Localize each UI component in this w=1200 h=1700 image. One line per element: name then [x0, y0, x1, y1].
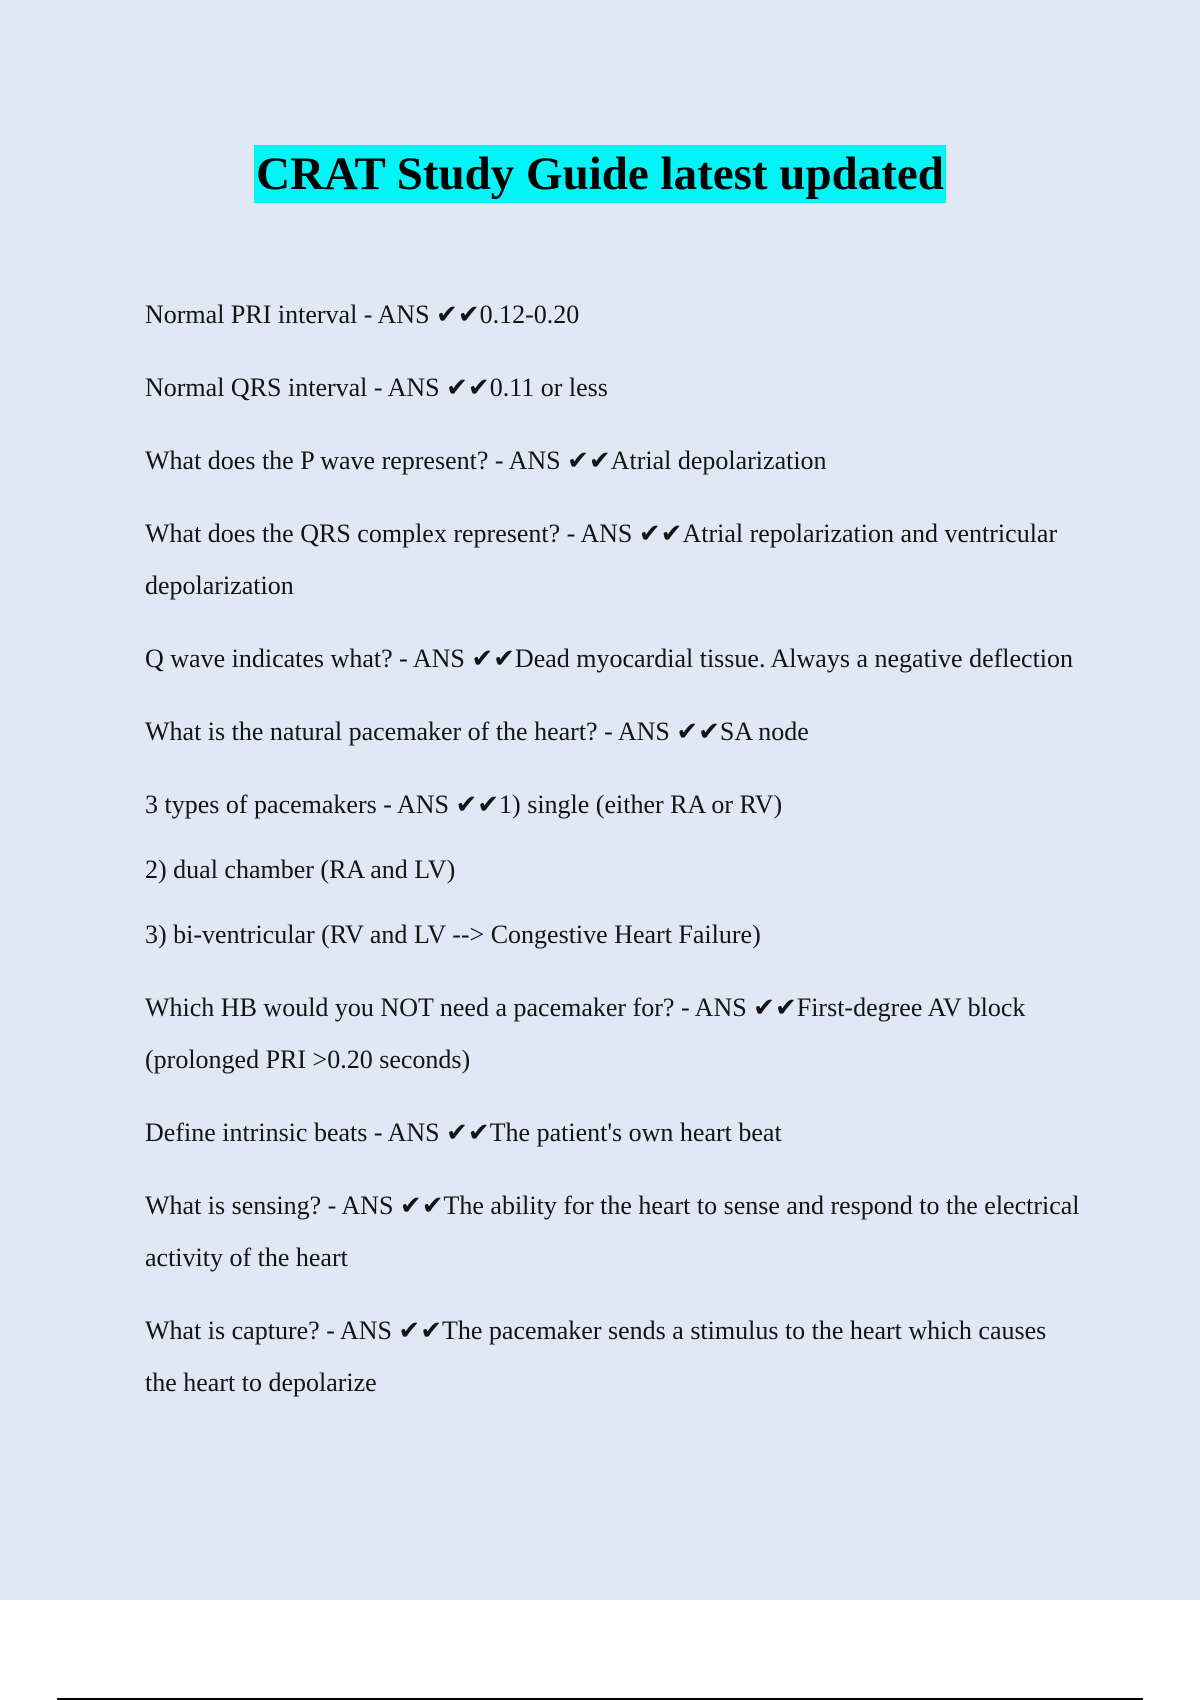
qa-item: What is sensing? - ANS ✔✔The ability for the heart to sense and respond to the electrical activity of the heart [145, 1191, 1080, 1272]
qa-item: Normal QRS interval - ANS ✔✔0.11 or less [145, 373, 608, 402]
qa-item: Q wave indicates what? - ANS ✔✔Dead myocardial tissue. Always a negative deflection [145, 644, 1074, 673]
qa-item: What does the QRS complex represent? - ANS ✔✔Atrial repolarization and ventricular depolarization [145, 519, 1058, 600]
qa-item: What is the natural pacemaker of the heart? - ANS ✔✔SA node [145, 717, 809, 746]
qa-item: What is capture? - ANS ✔✔The pacemaker sends a stimulus to the heart which causes the heart to depolarize [145, 1316, 1047, 1397]
qa-list [145, 289, 1080, 1430]
qa-item: Which HB would you NOT need a pacemaker for? - ANS ✔✔First-degree AV block (prolonged PRI >0.20 seconds) [145, 993, 1026, 1074]
qa-item: Define intrinsic beats - ANS ✔✔The patient's own heart beat [145, 1118, 782, 1147]
qa-item: 3) bi-ventricular (RV and LV --> Congestive Heart Failure) [145, 920, 761, 949]
page-footer [0, 1600, 1200, 1700]
qa-item: Normal PRI interval - ANS ✔✔0.12-0.20 [145, 300, 580, 329]
qa-item: 2) dual chamber (RA and LV) [145, 855, 456, 884]
title-container [0, 145, 1200, 203]
qa-item: What does the P wave represent? - ANS ✔✔Atrial depolarization [145, 446, 827, 475]
document-title: CRAT Study Guide latest updated [254, 145, 946, 203]
qa-item: 3 types of pacemakers - ANS ✔✔1) single (either RA or RV) [145, 790, 783, 819]
